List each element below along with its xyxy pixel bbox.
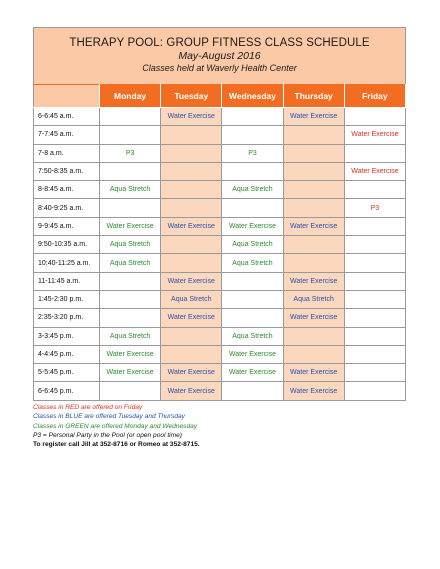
class-cell <box>100 290 161 308</box>
note-register: To register call Jill at 352-8716 or Romeo at 352-8715. <box>33 441 200 449</box>
class-cell: Water Exercise <box>222 217 283 235</box>
class-cell: Water Exercise <box>100 217 161 235</box>
class-cell <box>161 162 222 180</box>
time-cell: 3-3:45 p.m. <box>34 327 100 345</box>
table-row <box>34 382 406 400</box>
class-cell: Water Exercise <box>222 364 283 382</box>
class-cell <box>222 290 283 308</box>
table-row <box>34 108 406 126</box>
class-cell <box>222 126 283 144</box>
class-cell: P3 <box>100 144 161 162</box>
class-cell <box>344 290 405 308</box>
class-cell <box>283 254 344 272</box>
class-cell <box>100 199 161 217</box>
class-cell: Water Exercise <box>161 364 222 382</box>
class-cell <box>283 199 344 217</box>
class-cell <box>161 327 222 345</box>
page-title: THERAPY POOL: GROUP FITNESS CLASS SCHEDULE <box>69 37 370 49</box>
class-cell <box>222 272 283 290</box>
legend-notes <box>33 403 406 450</box>
class-cell <box>222 309 283 327</box>
class-cell <box>100 126 161 144</box>
class-cell <box>283 126 344 144</box>
time-cell: 2:35-3:20 p.m. <box>34 309 100 327</box>
location-line: Classes held at Waverly Health Center <box>142 63 297 73</box>
date-range: May-August 2016 <box>178 50 261 62</box>
table-row <box>34 327 406 345</box>
time-cell: 5-5:45 p.m. <box>34 364 100 382</box>
time-cell: 4-4:45 p.m. <box>34 345 100 363</box>
class-cell: Water Exercise <box>161 108 222 126</box>
schedule-table <box>33 84 406 401</box>
day-header: Wednesday <box>222 85 283 108</box>
class-cell <box>161 144 222 162</box>
class-cell <box>100 272 161 290</box>
time-cell: 11-11:45 a.m. <box>34 272 100 290</box>
class-cell: Water Exercise <box>283 108 344 126</box>
class-cell: Water Exercise <box>222 345 283 363</box>
class-cell: Water Exercise <box>100 345 161 363</box>
table-row <box>34 272 406 290</box>
note-red: Classes in RED are offered on Friday <box>33 403 143 411</box>
class-cell <box>344 181 405 199</box>
class-cell: P3 <box>344 199 405 217</box>
class-cell: Aqua Stretch <box>222 236 283 254</box>
day-header: Monday <box>100 85 161 108</box>
class-cell <box>344 236 405 254</box>
day-header: Friday <box>344 85 405 108</box>
class-cell: Aqua Stretch <box>100 254 161 272</box>
class-cell <box>222 382 283 400</box>
time-cell: 6-6:45 p.m. <box>34 382 100 400</box>
class-cell <box>344 364 405 382</box>
table-row <box>34 217 406 235</box>
class-cell <box>161 126 222 144</box>
class-cell <box>222 162 283 180</box>
class-cell <box>283 144 344 162</box>
note-p3: P3 = Personal Party in the Pool (or open pool time) <box>33 431 182 439</box>
time-cell: 8:40-9:25 a.m. <box>34 199 100 217</box>
class-cell: Water Exercise <box>283 382 344 400</box>
class-cell: Aqua Stretch <box>222 327 283 345</box>
class-cell: Water Exercise <box>344 162 405 180</box>
table-row <box>34 144 406 162</box>
note-green: Classes in GREEN are offered Monday and Wednesday <box>33 422 198 430</box>
table-row <box>34 364 406 382</box>
class-cell: Water Exercise <box>283 309 344 327</box>
class-cell: Water Exercise <box>161 272 222 290</box>
class-cell: Water Exercise <box>161 217 222 235</box>
class-cell <box>344 108 405 126</box>
class-cell <box>100 162 161 180</box>
class-cell <box>344 345 405 363</box>
class-cell <box>161 254 222 272</box>
table-row <box>34 254 406 272</box>
time-cell: 6-6:45 a.m. <box>34 108 100 126</box>
class-cell <box>344 217 405 235</box>
class-cell: Aqua Stretch <box>161 290 222 308</box>
time-cell: 10:40-11:25 a.m. <box>34 254 100 272</box>
time-cell: 9:50-10:35 a.m. <box>34 236 100 254</box>
class-cell <box>161 345 222 363</box>
class-cell <box>283 327 344 345</box>
class-cell <box>283 345 344 363</box>
class-cell: Water Exercise <box>344 126 405 144</box>
class-cell <box>161 181 222 199</box>
schedule-body <box>34 108 406 401</box>
class-cell: Water Exercise <box>100 364 161 382</box>
table-row <box>34 162 406 180</box>
note-blue: Classes in BLUE are offered Tuesday and Thursday <box>33 413 185 421</box>
class-cell: Aqua Stretch <box>283 290 344 308</box>
class-cell <box>344 144 405 162</box>
class-cell <box>222 108 283 126</box>
class-cell <box>344 272 405 290</box>
table-row <box>34 309 406 327</box>
class-cell <box>100 382 161 400</box>
day-header-row <box>34 85 406 108</box>
class-cell <box>283 236 344 254</box>
class-cell: Aqua Stretch <box>100 327 161 345</box>
time-column-header <box>34 85 100 108</box>
class-cell: Aqua Stretch <box>222 181 283 199</box>
class-cell <box>283 162 344 180</box>
class-cell: P3 <box>222 144 283 162</box>
class-cell <box>100 309 161 327</box>
schedule-sheet <box>33 27 406 450</box>
time-cell: 1:45-2:30 p.m. <box>34 290 100 308</box>
class-cell: Water Exercise <box>283 364 344 382</box>
day-header: Thursday <box>283 85 344 108</box>
day-header: Tuesday <box>161 85 222 108</box>
class-cell <box>344 327 405 345</box>
class-cell <box>222 199 283 217</box>
table-row <box>34 236 406 254</box>
class-cell <box>283 181 344 199</box>
class-cell: Water Exercise <box>283 272 344 290</box>
table-row <box>34 181 406 199</box>
time-cell: 9-9:45 a.m. <box>34 217 100 235</box>
table-row <box>34 290 406 308</box>
class-cell: Water Exercise <box>283 217 344 235</box>
class-cell <box>161 199 222 217</box>
schedule-header <box>33 27 406 84</box>
class-cell: Water Exercise <box>161 309 222 327</box>
table-row <box>34 345 406 363</box>
class-cell: Water Exercise <box>161 382 222 400</box>
class-cell: Aqua Stretch <box>222 254 283 272</box>
class-cell <box>161 236 222 254</box>
class-cell <box>344 382 405 400</box>
class-cell <box>344 309 405 327</box>
class-cell <box>100 108 161 126</box>
class-cell: Aqua Stretch <box>100 181 161 199</box>
time-cell: 7-7:45 a.m. <box>34 126 100 144</box>
time-cell: 7-8 a.m. <box>34 144 100 162</box>
time-cell: 8-8:45 a.m. <box>34 181 100 199</box>
table-row <box>34 199 406 217</box>
class-cell: Aqua Stretch <box>100 236 161 254</box>
table-row <box>34 126 406 144</box>
class-cell <box>344 254 405 272</box>
time-cell: 7:50-8:35 a.m. <box>34 162 100 180</box>
